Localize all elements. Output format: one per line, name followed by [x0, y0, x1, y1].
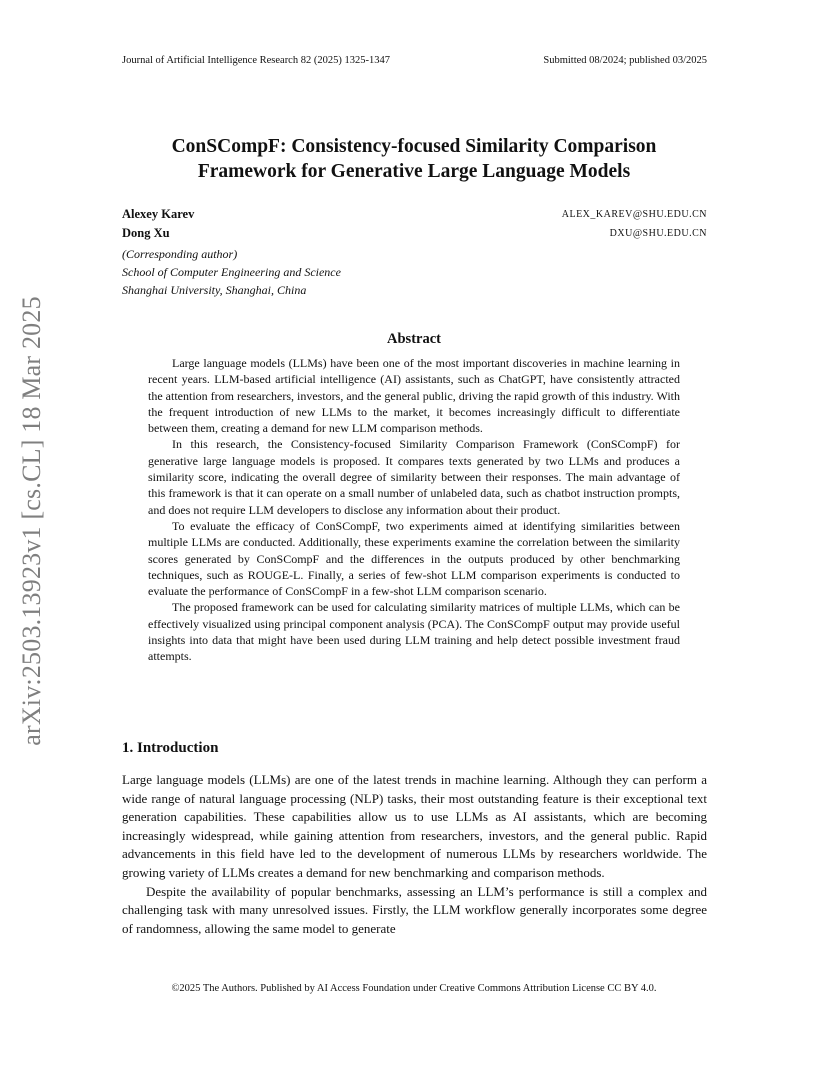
abstract-paragraph: To evaluate the efficacy of ConSCompF, two experiments aimed at identifying similarities between multiple LLMs are conducted. Additionally, these experiments examine the correlation between the similarity scores generated by ConSCompF and the differences in the outputs produced by other benchmarking techniques, such as ROUGE-L. Finally, a series of few-shot LLM comparison experiments is conducted to evaluate the performance of ConSCompF in a few-shot LLM comparison scenario.	[148, 518, 680, 599]
introduction-body	[122, 771, 707, 938]
paper-title	[100, 134, 728, 184]
author-name: Dong Xu	[122, 226, 170, 240]
author-row	[122, 226, 707, 245]
author-block	[122, 207, 707, 299]
abstract-paragraph: Large language models (LLMs) have been one of the most important discoveries in machine learning in recent years. LLM-based artificial intelligence (AI) assistants, such as ChatGPT, have consistently attracted the attention from researchers, investors, and the general public, driving the rapid growth of this industry. With the frequent introduction of new LLMs to the market, it becomes increasingly difficult to differentiate between them, creating a demand for new LLM comparison methods.	[148, 356, 680, 436]
body-paragraph: Despite the availability of popular benchmarks, assessing an LLM’s performance is still a complex and challenging task with many unresolved issues. Firstly, the LLM workflow generally incorporates some degree of randomness, allowing the same model to generate	[122, 883, 707, 936]
section-heading-introduction: 1. Introduction	[122, 740, 219, 756]
affiliation-university: Shanghai University, Shanghai, China	[122, 283, 307, 297]
abstract-heading: Abstract	[387, 331, 441, 347]
license-footer: ©2025 The Authors. Published by AI Access Foundation under Creative Commons Attribution License CC BY 4.0.	[171, 983, 657, 994]
author-row	[122, 207, 707, 226]
running-header-dates: Submitted 08/2024; published 03/2025	[543, 55, 707, 66]
paper-title-line-2: Framework for Generative Large Language Models	[197, 161, 631, 182]
author-name: Alexey Karev	[122, 207, 195, 221]
corresponding-author-note: (Corresponding author)	[122, 247, 238, 261]
author-email: ALEX_KAREV@SHU.EDU.CN	[561, 209, 707, 220]
arxiv-stamp-text: arXiv:2503.13923v1 [cs.CL] 18 Mar 2025	[17, 296, 46, 746]
abstract-paragraph: The proposed framework can be used for calculating similarity matrices of multiple LLMs, which can be effectively visualized using principal component analysis (PCA). The ConSCompF output may provide useful insights into data that might have been used during LLM training and help detect possible investment fraud attempts.	[148, 600, 680, 664]
running-header-journal: Journal of Artificial Intelligence Research 82 (2025) 1325-1347	[122, 55, 390, 66]
abstract-paragraph: In this research, the Consistency-focused Similarity Comparison Framework (ConSCompF) for generative large language models is proposed. It compares texts generated by two LLMs and produces a similarity score, indicating the overall degree of similarity between their responses. The main advantage of this framework is that it can operate on a small number of unlabeled data, such as chatbot instruction prompts, and does not require LLM developers to disclose any information about their product.	[148, 437, 680, 517]
affiliation-school: School of Computer Engineering and Science	[122, 265, 341, 279]
body-paragraph: Large language models (LLMs) are one of the latest trends in machine learning. Although they can perform a wide range of natural language processing (NLP) tasks, their most outstanding feature is their exceptional text generation capabilities. These capabilities allow us to use LLMs as AI assistants, which are becoming increasingly widespread, while gaining attention from researchers, investors, and the general public. Rapid advancements in this field have led to the development of numerous LLMs by researchers worldwide. The growing variety of LLMs creates a demand for new benchmarking and comparison methods.	[122, 772, 707, 880]
author-email: DXU@SHU.EDU.CN	[609, 228, 707, 239]
abstract-body	[148, 355, 680, 665]
arxiv-stamp	[10, 286, 54, 756]
paper-title-line-1: ConSCompF: Consistency-focused Similarity Comparison	[171, 136, 657, 157]
